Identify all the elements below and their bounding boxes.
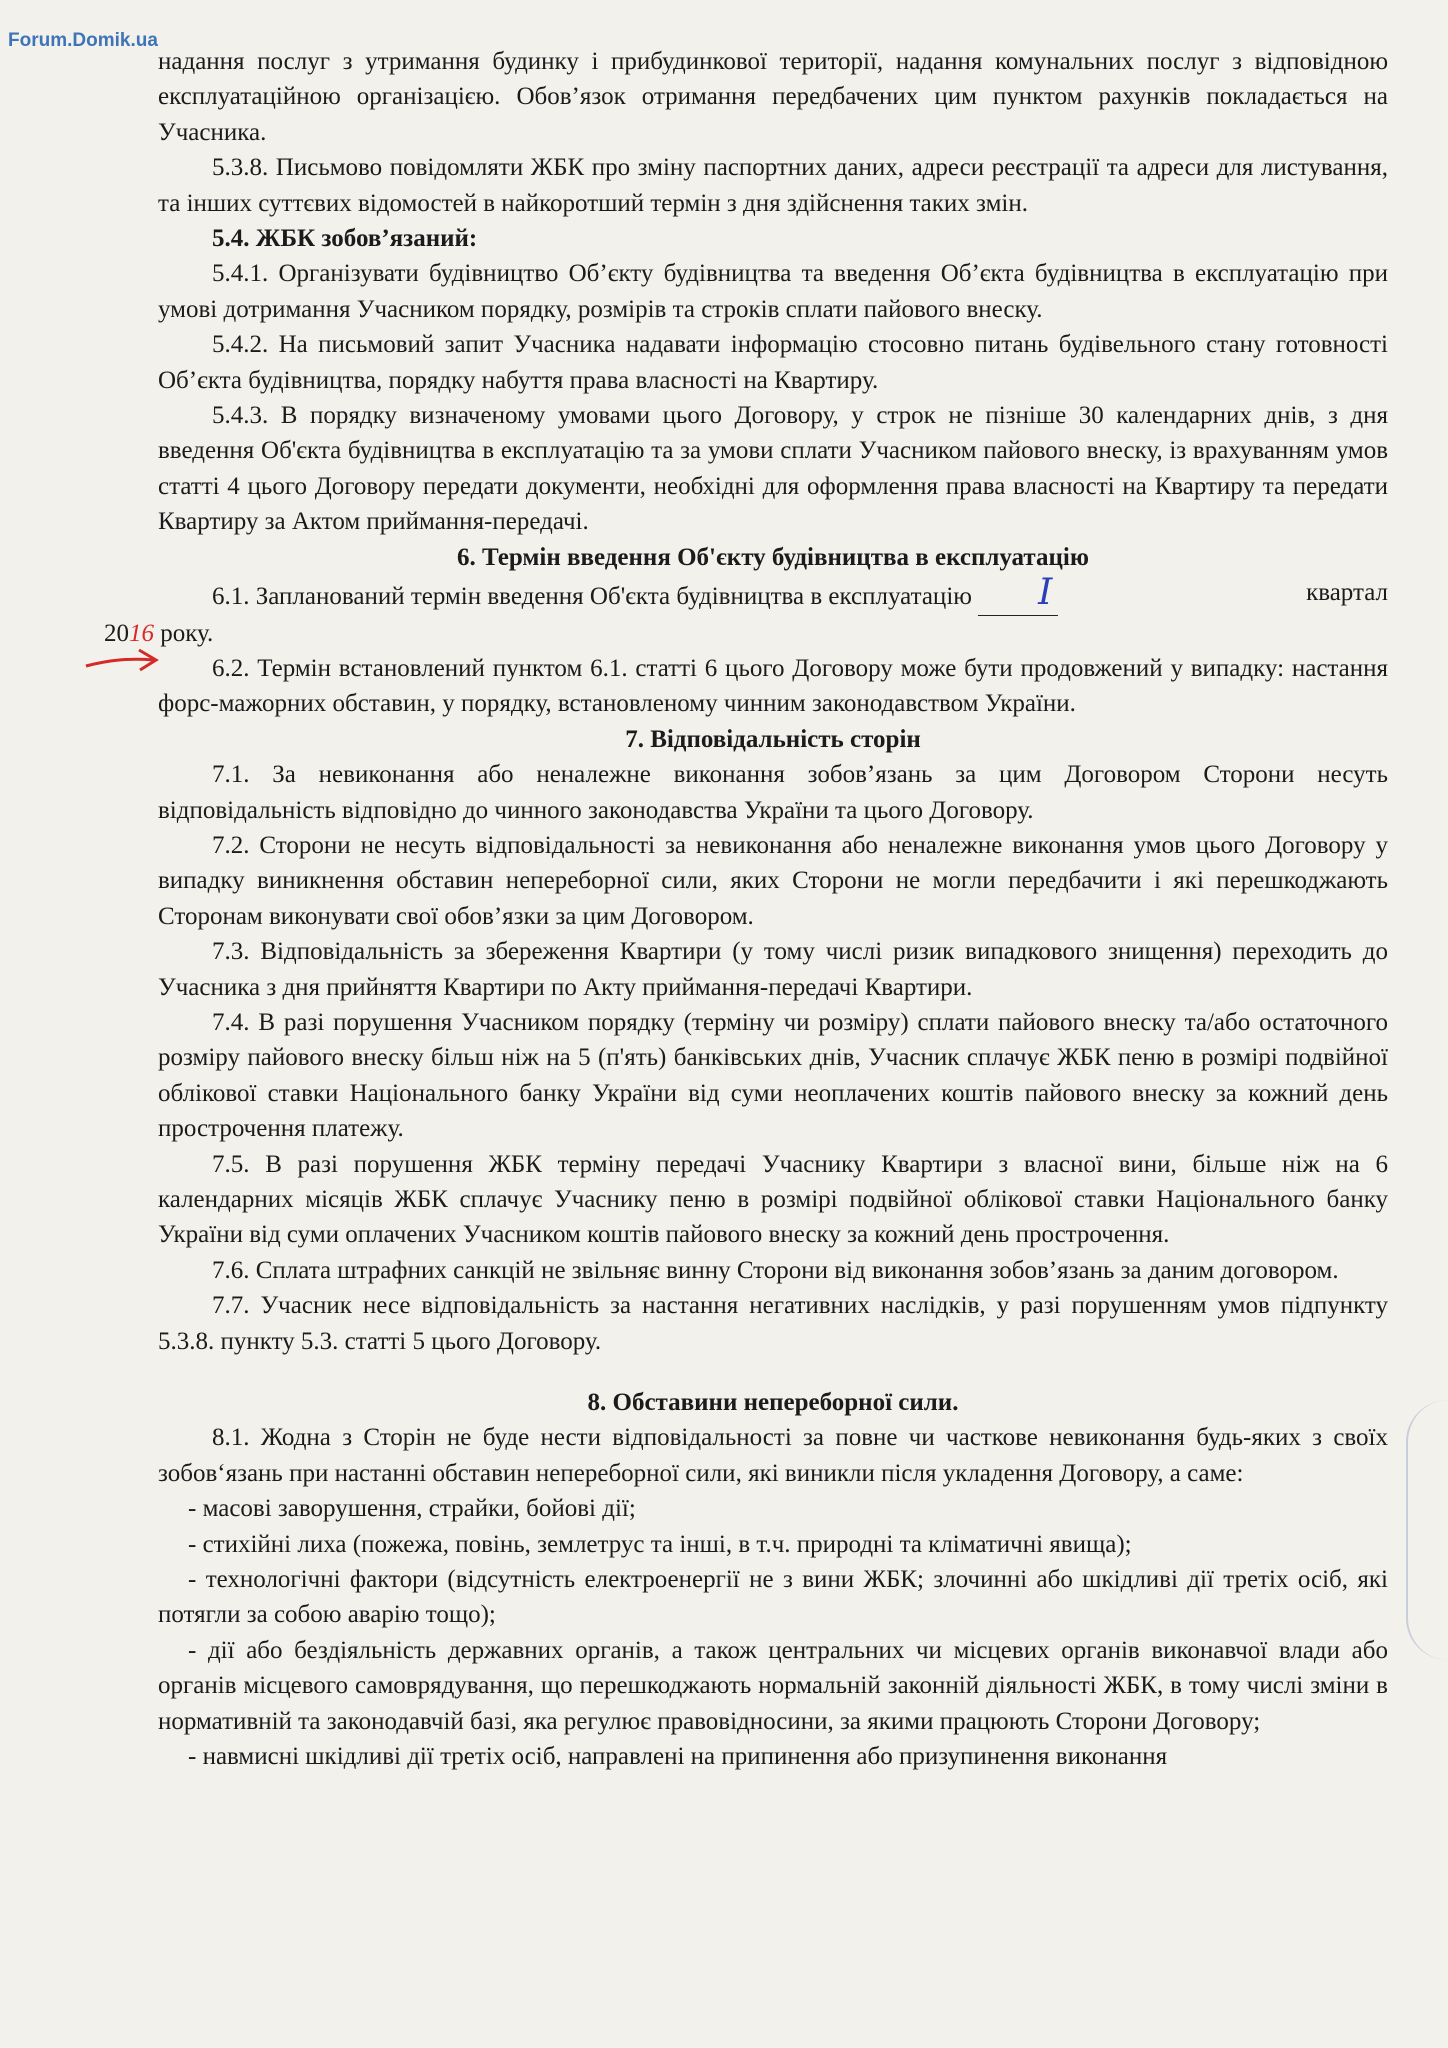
- list-item: - навмисні шкідливі дії третіх осіб, направлені на припинення або призупинення виконання: [188, 1743, 1168, 1771]
- paragraph-7-6: 7.6. Сплата штрафних санкцій не звільняє винну Сторони від виконання зобов’язань за даним договором.: [212, 1256, 1339, 1284]
- paragraph-7-2: 7.2. Сторони не несуть відповідальності за невиконання або неналежне виконання умов цього Договору у випадку виникнення обставин непереборної сили, яких Сторони не могли передбачити і які перешкоджають Сторонам виконувати свої обов’язки за цим Договором.: [158, 831, 1388, 930]
- list-item: - стихійні лиха (пожежа, повінь, землетрус та інші, в т.ч. природні та кліматичні явища);: [188, 1530, 1132, 1558]
- paragraph-7-1: 7.1. За невиконання або неналежне виконання зобов’язань за цим Договором Сторони несуть відповідальність відповідно до чинного законодавства України та цього Договору.: [158, 761, 1388, 824]
- p61-quarter-word: квартал: [1306, 579, 1388, 607]
- watermark-text: Forum.Domik.ua: [8, 30, 158, 51]
- paragraph-continuation: надання послуг з утримання будинку і прибудинкової території, надання комунальних послуг з відповідною експлуатаційною організацією. Обов’язок отримання передбачених цим пунктом рахунків покладається на Учасника.: [158, 48, 1388, 146]
- paragraph-7-5: 7.5. В разі порушення ЖБК терміну передачі Учаснику Квартири з власної вини, більше ніж на 6 календарних місяців ЖБК сплачує Учаснику пеню в розмірі подвійної облікової ставки Національного банку України від суми оплачених Учасником коштів пайового внеску за кожний день прострочення.: [158, 1150, 1388, 1249]
- watermark-logo: [8, 30, 158, 52]
- paragraph-5-4-2: 5.4.2. На письмовий запит Учасника надавати інформацію стосовно питань будівельного стану готовності Об’єкта будівництва, порядку набуття права власності на Квартиру.: [158, 331, 1388, 394]
- heading-section-8: 8. Обставини непереборної сили.: [587, 1389, 959, 1417]
- paragraph-7-3: 7.3. Відповідальність за збереження Квартири (у тому числі ризик випадкового знищення) переходить до Учасника з дня прийняття Квартири по Акту приймання-передачі Квартири.: [158, 938, 1388, 1001]
- paragraph-5-4-3: 5.4.3. В порядку визначеному умовами цього Договору, у строк не пізніше 30 календарних днів, з дня введення Об'єкта будівництва в експлуатацію та за умови сплати Учасником пайового внеску, із врахуванням умов статті 4 цього Договору передати документи, необхідні для оформлення права власності на Квартиру та передати Квартиру за Актом приймання-передачі.: [158, 402, 1388, 536]
- heading-5-4: 5.4. ЖБК зобов’язаний:: [212, 225, 478, 253]
- heading-section-6: 6. Термін введення Об'єкту будівництва в експлуатацію: [457, 543, 1089, 571]
- p61-text: 6.1. Запланований термін введення Об'єкта будівництва в експлуатацію: [212, 583, 972, 611]
- quarter-field: [978, 572, 1058, 615]
- paragraph-7-7: 7.7. Учасник несе відповідальність за настання негативних наслідків, у разі порушенням умов підпункту 5.3.8. пункту 5.3. статті 5 цього Договору.: [158, 1292, 1388, 1355]
- p61-century: 20: [104, 619, 129, 647]
- stamp-edge: [1406, 1400, 1448, 1660]
- paragraph-5-4-1: 5.4.1. Організувати будівництво Об’єкту будівництва та введення Об’єкта будівництва в експлуатацію при умові дотримання Учасником порядку, розмірів та строків сплати пайового внеску.: [158, 260, 1388, 323]
- list-item: - дії або бездіяльність державних органів, а також центральних чи місцевих органів виконавчої влади або органів місцевого самоврядування, що перешкоджають нормальній законній діяльності ЖБК, в тому числі зміни в нормативній та законодавчій базі, яка регулює правовідносини, за якими працюють Сторони Договору;: [158, 1636, 1388, 1735]
- paragraph-5-3-8: 5.3.8. Письмово повідомляти ЖБК про зміну паспортних даних, адреси реєстрації та адреси для листування, та інших суттєвих відомостей в найкоротший термін з дня здійснення таких змін.: [158, 154, 1388, 217]
- document-body: [104, 44, 1388, 1775]
- paragraph-6-2: 6.2. Термін встановлений пунктом 6.1. статті 6 цього Договору може бути продовжений у випадку: настання форс-мажорних обставин, у порядку, встановленому чинним законодавством України.: [158, 654, 1388, 718]
- p61-year-word: року.: [160, 619, 214, 647]
- heading-section-7: 7. Відповідальність сторін: [625, 725, 921, 753]
- quarter-handwritten: I: [1038, 572, 1053, 614]
- list-item: - технологічні фактори (відсутність електроенергії не з вини ЖБК; злочинні або шкідливі дії третіх осіб, які потягли за собою аварію тощо);: [158, 1566, 1388, 1629]
- list-item: - масові заворушення, страйки, бойові дії;: [188, 1495, 636, 1523]
- paragraph-7-4: 7.4. В разі порушення Учасником порядку (терміну чи розміру) сплати пайового внеску та/або остаточного розміру пайового внеску більш ніж на 5 (п'ять) банківських днів, Учасник сплачує ЖБК пеню в розмірі подвійної облікової ставки Національного банку України від суми неоплачених коштів пайового внеску за кожний день прострочення платежу.: [158, 1008, 1388, 1143]
- paragraph-8-1: 8.1. Жодна з Сторін не буде нести відповідальності за повне чи часткове невиконання будь-яких з своїх зобов‘язань при настанні обставин непереборної сили, які виникли після укладення Договору, а саме:: [158, 1424, 1388, 1487]
- paragraph-6-1: [104, 572, 1388, 651]
- year-handwritten: 16: [129, 619, 154, 647]
